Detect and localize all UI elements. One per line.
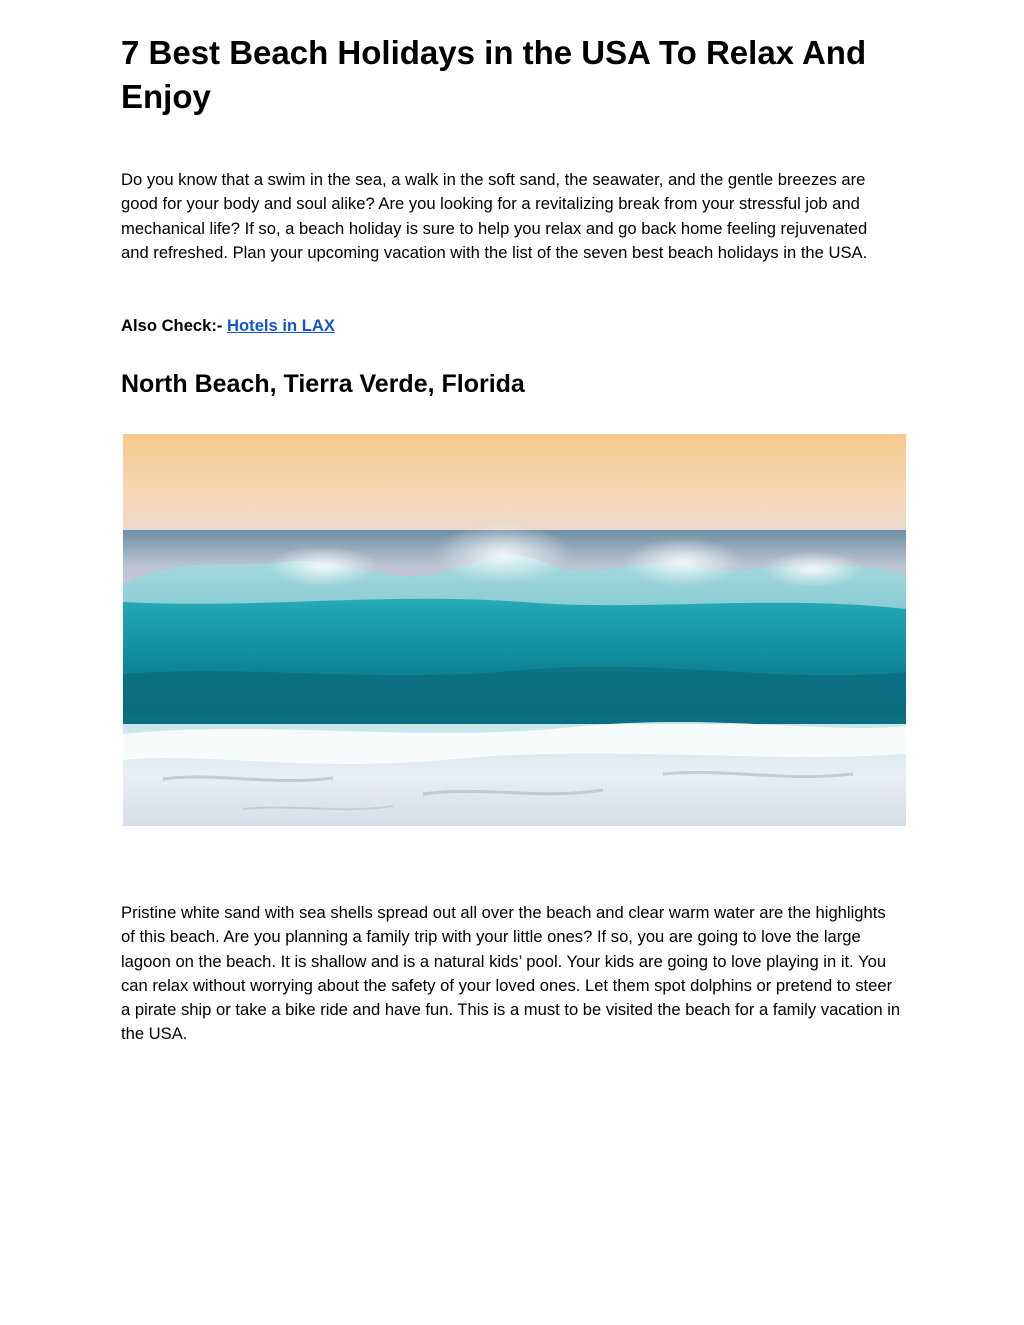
hotels-in-lax-link[interactable]: Hotels in LAX [227, 316, 335, 335]
section-heading: North Beach, Tierra Verde, Florida [121, 370, 525, 398]
page-title: 7 Best Beach Holidays in the USA To Relax And Enjoy [121, 34, 867, 115]
intro-paragraph: Do you know that a swim in the sea, a walk in the soft sand, the seawater, and the gentle breezes are good for your body and soul alike? Are you looking for a revitalizing break from your stressful job and mechanical life? If so, a beach holiday is sure to help you relax and go back home feeling rejuvenated and refreshed. Plan your upcoming vacation with the list of the seven best beach holidays in the USA. [121, 170, 868, 262]
beach-wave-photo [123, 434, 906, 826]
wave-illustration [123, 434, 906, 826]
also-check-label: Also Check:- [121, 316, 228, 335]
also-check-line [121, 314, 335, 338]
section-body-paragraph: Pristine white sand with sea shells spread out all over the beach and clear warm water are the highlights of this beach. Are you planning a family trip with your little ones? If so, you are going to love the large lagoon on the beach. It is shallow and is a natural kids’ pool. Your kids are going to love playing in it. You can relax without worrying about the safety of your loved ones. Let them spot dolphins or pretend to steer a pirate ship or take a bike ride and have fun. This is a must to be visited the beach for a family vacation in the USA. [121, 903, 901, 1044]
